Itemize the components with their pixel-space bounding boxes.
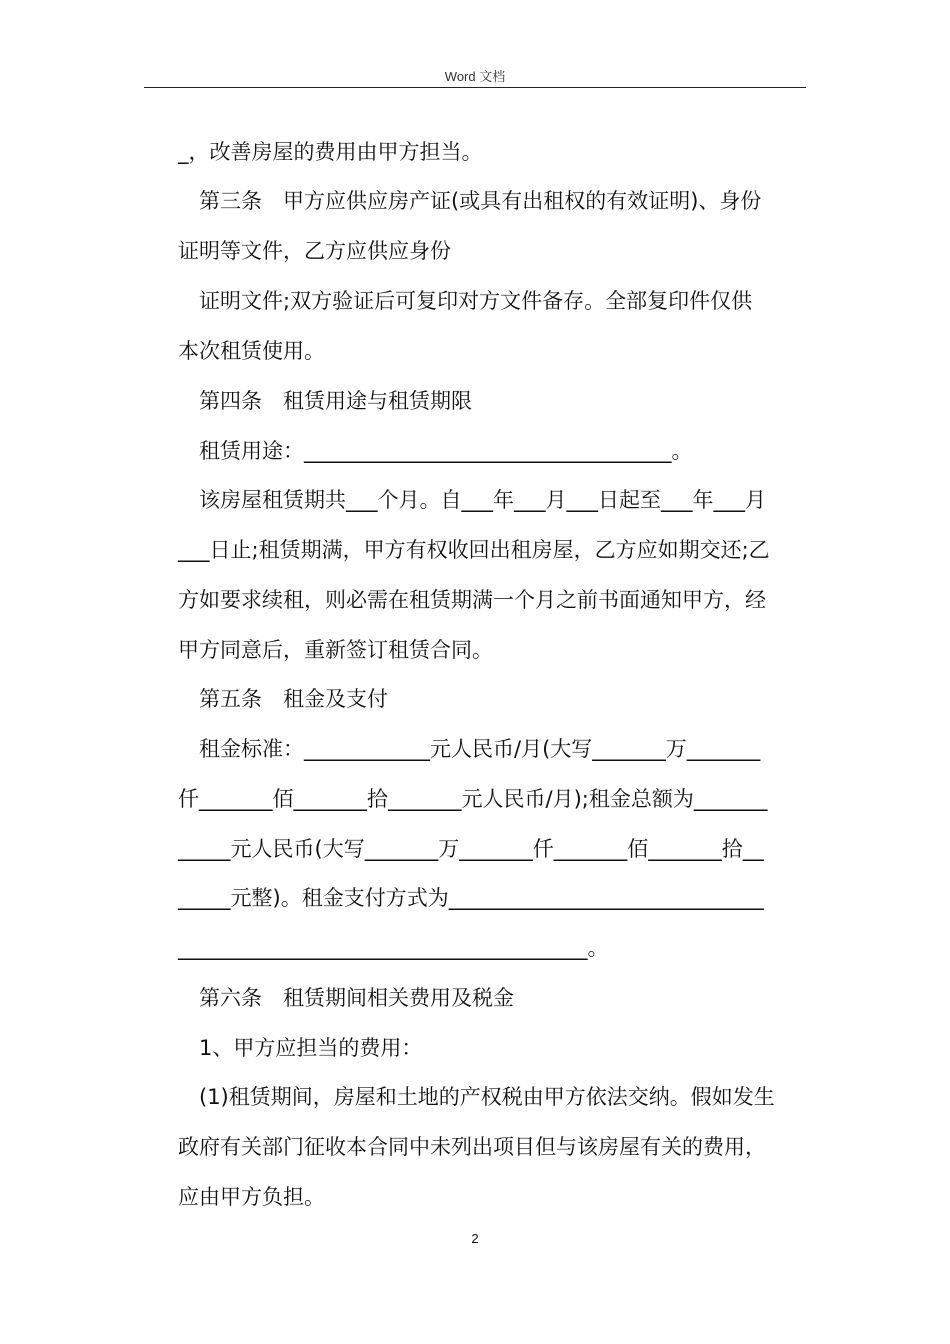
text-line: 第三条 甲方应供应房产证(或具有出租权的有效证明)、身份 — [199, 189, 762, 213]
text-line: 仟_______佰_______拾_______元人民币/月);租金总额为_______ — [178, 787, 768, 811]
text-line: 甲方同意后，重新签订租赁合同。 — [178, 638, 493, 662]
text-line: 方如要求续租，则必需在租赁期满一个月之前书面通知甲方，经 — [178, 588, 766, 612]
text-line: 租赁用途：___________________________________。 — [199, 439, 693, 463]
text-line: (1)租赁期间，房屋和土地的产权税由甲方依法交纳。假如发生 — [199, 1085, 775, 1109]
text-line: 证明等文件，乙方应供应身份 — [178, 239, 451, 263]
text-line: 证明文件;双方验证后可复印对方文件备存。全部复印件仅供 — [199, 289, 753, 313]
text-line: 第五条 租金及支付 — [199, 687, 388, 711]
page-header: Word 文档 — [444, 69, 506, 84]
text-line: _____元人民币(大写_______万_______仟_______佰_______拾__ — [178, 837, 764, 861]
text-line: 1、甲方应担当的费用： — [199, 1036, 423, 1060]
text-line: 该房屋租赁期共___个月。自___年___月___日起至___年___月 — [199, 488, 766, 512]
text-line: _____元整)。租金支付方式为______________________________ — [178, 886, 764, 910]
text-line: 第六条 租赁期间相关费用及税金 — [199, 986, 514, 1010]
text-line: 第四条 租赁用途与租赁期限 — [199, 389, 472, 413]
text-line: _，改善房屋的费用由甲方担当。 — [178, 140, 483, 164]
text-line: 本次租赁使用。 — [178, 339, 325, 363]
text-line: ___日止;租赁期满，甲方有权收回出租房屋，乙方应如期交还;乙 — [178, 538, 770, 562]
text-line: 租金标准：____________元人民币/月(大写_______万_______ — [199, 737, 761, 761]
header-divider — [144, 87, 806, 88]
text-line: 政府有关部门征收本合同中未列出项目但与该房屋有关的费用， — [178, 1135, 766, 1159]
text-line: _______________________________________。 — [178, 936, 609, 960]
text-line: 应由甲方负担。 — [178, 1185, 325, 1209]
page-number: 2 — [471, 1231, 479, 1246]
